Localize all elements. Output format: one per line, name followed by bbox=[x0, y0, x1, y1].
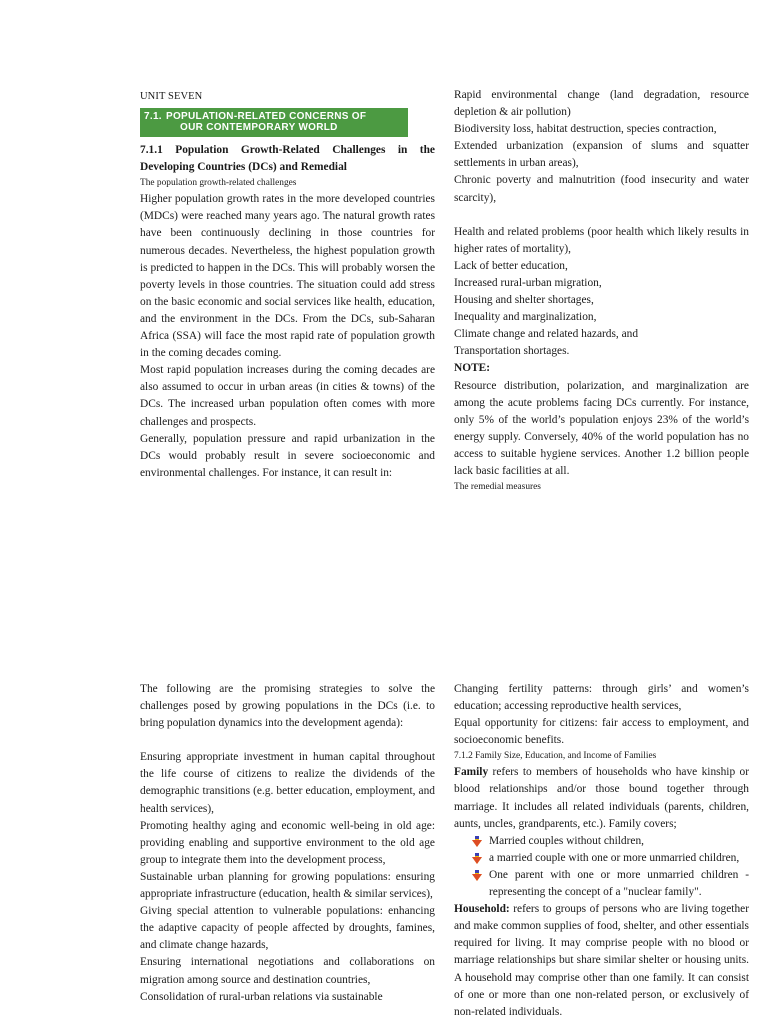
list-item: Extended urbanization (expansion of slums and squatter settlements in urban areas), bbox=[454, 140, 749, 170]
strategy-item: Ensuring international negotiations and collaborations on migration among source and destination countries, bbox=[140, 956, 435, 986]
strategy-item: Ensuring appropriate investment in human capital throughout the life course of citizens to realize the dividends of the demographic transitions (e.g. better education, employment, and health services), bbox=[140, 751, 435, 815]
paragraph: Generally, population pressure and rapid urbanization in the DCs would probably result in severe socioeconomic and environmental challenges. For instance, it can result in: bbox=[140, 432, 435, 479]
list-item: Rapid environmental change (land degradation, resource depletion & air pollution) bbox=[454, 89, 749, 119]
bottom-right-column bbox=[454, 681, 749, 1021]
bullet-icon bbox=[472, 853, 482, 864]
top-right-column bbox=[454, 87, 749, 495]
top-left-column bbox=[140, 88, 435, 482]
strategy-item: Sustainable urban planning for growing populations: ensuring appropriate infrastructure (education, health & similar services), bbox=[140, 870, 435, 901]
section-banner bbox=[140, 108, 408, 137]
strategy-item: Consolidation of rural-urban relations via sustainable bbox=[140, 990, 383, 1003]
family-type-text: a married couple with one or more unmarried children, bbox=[489, 851, 740, 864]
family-type-text: Married couples without children, bbox=[489, 834, 644, 847]
intro-paragraph: The following are the promising strategies to solve the challenges posed by growing populations in the DCs (i.e. to bring population dynamics into the development agenda): bbox=[140, 683, 435, 730]
unit-label: UNIT SEVEN bbox=[140, 91, 203, 102]
spacer bbox=[140, 732, 435, 749]
household-term: Household: bbox=[454, 903, 510, 916]
list-item: Chronic poverty and malnutrition (food insecurity and water scarcity), bbox=[454, 174, 749, 204]
list-item: Increased rural-urban migration, bbox=[454, 276, 602, 289]
banner-line1: POPULATION-RELATED CONCERNS OF bbox=[166, 111, 367, 123]
family-paragraph bbox=[454, 764, 749, 832]
household-paragraph bbox=[454, 901, 749, 1021]
list-item: Transportation shortages. bbox=[454, 345, 570, 358]
heading-7-1-2: 7.1.2 Family Size, Education, and Income of Families bbox=[454, 751, 657, 762]
list-item: Climate change and related hazards, and bbox=[454, 328, 639, 341]
list-item bbox=[472, 867, 749, 901]
heading-7-1-1: 7.1.1 Population Growth-Related Challenges in the Developing Countries (DCs) and Remedial bbox=[140, 144, 435, 174]
bottom-left-column bbox=[140, 681, 435, 1006]
paragraph: Most rapid population increases during the coming decades are also assumed to occur in urban areas (in cities & towns) of the DCs. The increased urban population often comes with more challenges and prospects. bbox=[140, 364, 435, 428]
list-item: Lack of better education, bbox=[454, 259, 568, 272]
note-label: NOTE: bbox=[454, 362, 491, 375]
list-item bbox=[472, 833, 749, 850]
list-item: Health and related problems (poor health which likely results in higher rates of mortality), bbox=[454, 225, 749, 255]
bullet-icon bbox=[472, 870, 482, 881]
list-item: Inequality and marginalization, bbox=[454, 311, 597, 324]
banner-number: 7.1. bbox=[144, 111, 162, 123]
strategy-item: Equal opportunity for citizens: fair access to employment, and socioeconomic benefits. bbox=[454, 717, 749, 747]
household-definition: refers to groups of persons who are living together and make common supplies of food, shelter, and other essentials required for living. It may comprise people with no blood or marriage relationships but share similar shelter or housing units. A household may comprise other than one family. It can consist of one or more than one non-related person, or exclusively of non-related individuals. bbox=[454, 903, 749, 1018]
subheading-remedial: The remedial measures bbox=[454, 482, 541, 493]
list-item bbox=[472, 850, 749, 867]
list-item: Biodiversity loss, habitat destruction, species contraction, bbox=[454, 123, 717, 136]
paragraph: Higher population growth rates in the more developed countries (MDCs) were reached many years ago. The natural growth rates have been continuously declining in those countries for numerous decades. Nevertheless, the highest population growth is predicted to happen in the DCs. This will probably worsen the poverty levels in those countries. The situation could add stress on the basic economic and social services like health, education, and the environment in the DCs. From the DCs, sub-Saharan Africa (SSA) will face the most rapid rate of population growth in the coming decades coming. bbox=[140, 193, 435, 360]
note-text: Resource distribution, polarization, and marginalization are among the acute problems facing DCs currently. For instance, only 5% of the world’s population enjoys 23% of the world’s energy supply. Conversely, 40% of the world population has no access to suitable hygiene services. Another 1.2 billion people lack basic facilities at all. bbox=[454, 379, 749, 477]
strategy-item: Changing fertility patterns: through girls’ and women’s education; accessing reproductive health services, bbox=[454, 683, 749, 713]
family-types-list bbox=[454, 833, 749, 901]
list-item: Housing and shelter shortages, bbox=[454, 294, 594, 307]
bullet-icon bbox=[472, 836, 482, 847]
family-definition: refers to members of households who have kinship or blood relationships and/or those bound together through marriage. It includes all related individuals (parents, children, aunts, uncles, grandparents, etc.). Family covers; bbox=[454, 766, 749, 830]
family-type-text: One parent with one or more unmarried children - representing the concept of a "nuclear family". bbox=[489, 868, 749, 899]
banner-line2: OUR CONTEMPORARY WORLD bbox=[180, 122, 338, 134]
strategy-item: Promoting healthy aging and economic well-being in old age: providing enabling and supportive environment to the old age group to integrate them into the development process, bbox=[140, 819, 435, 866]
subheading-challenges: The population growth-related challenges bbox=[140, 178, 297, 189]
spacer bbox=[454, 207, 749, 224]
family-term: Family bbox=[454, 766, 489, 779]
strategy-item: Giving special attention to vulnerable populations: enhancing the adaptive capacity of people affected by droughts, famines, and climate change hazards, bbox=[140, 905, 435, 952]
